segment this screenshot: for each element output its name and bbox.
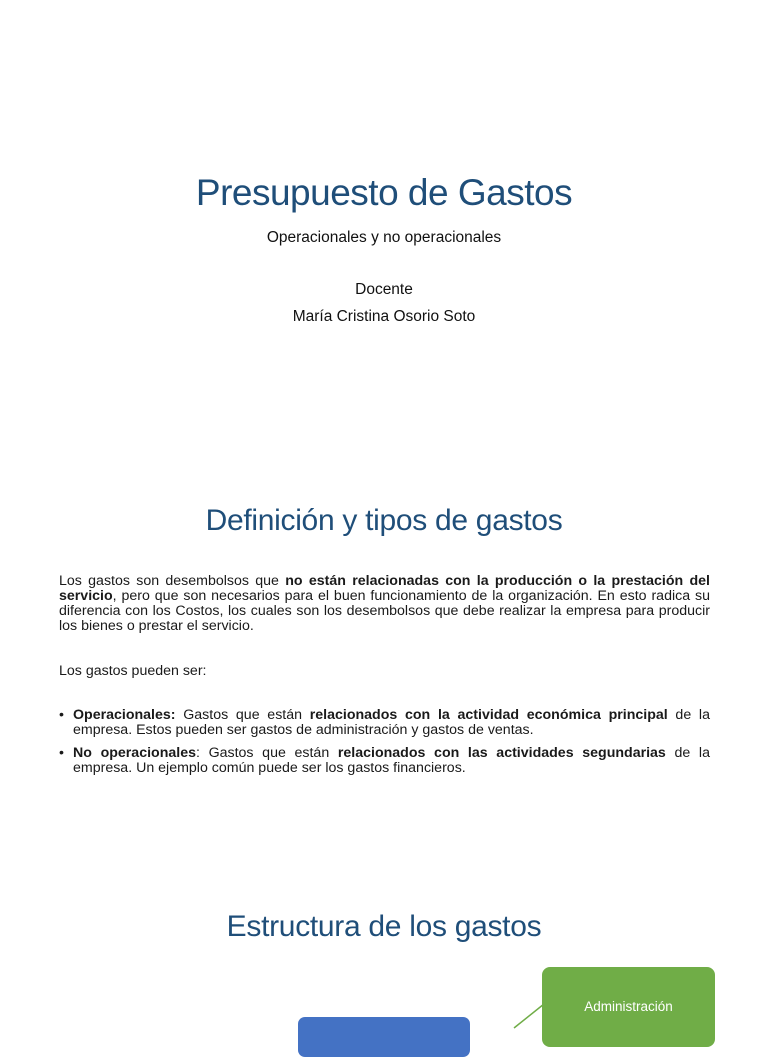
bullet-term: No operacionales	[73, 745, 196, 761]
definition-slide	[0, 430, 768, 870]
bullet-text: Gastos que están	[175, 707, 310, 723]
bullet-text: : Gastos que están	[195, 745, 338, 761]
definition-title: Definición y tipos de gastos	[205, 504, 563, 537]
intro-text-1: Los gastos son desembolsos que	[59, 573, 286, 589]
intro-bold: no están relacionadas con la producción o la prestación del servicio	[59, 573, 710, 604]
presenter-name: María Cristina Osorio Soto	[292, 308, 476, 325]
bullet-icon: •	[59, 745, 64, 761]
presenter-role: Docente	[355, 281, 413, 298]
types-list	[59, 708, 710, 784]
presentation-subtitle: Operacionales y no operacionales	[266, 229, 502, 246]
bullet-text: de la empresa. Estos pueden ser gastos de administración y gastos de ventas.	[73, 707, 710, 738]
structure-slide	[0, 870, 768, 1024]
structure-title: Estructura de los gastos	[226, 910, 542, 943]
title-slide	[0, 0, 768, 430]
bullet-term: Operacionales:	[73, 707, 176, 723]
presentation-title: Presupuesto de Gastos	[195, 172, 573, 213]
root-expense-box	[298, 1017, 470, 1057]
bullet-text: de la empresa. Un ejemplo común puede ser los gastos financieros.	[73, 745, 710, 776]
administration-box: Administración	[542, 967, 715, 1047]
list-item	[59, 708, 710, 738]
list-item	[59, 746, 710, 776]
bullet-bold: relacionados con las actividades segundarias	[337, 745, 666, 761]
intro-paragraph	[59, 574, 710, 634]
types-lead: Los gastos pueden ser:	[59, 663, 207, 679]
intro-text-2: , pero que son necesarios para el buen funcionamiento de la organización. En esto radica su diferencia con los Costos, los cuales son los desembolsos que debe realizar la empresa para producir los bienes o prestar el servicio.	[59, 588, 710, 634]
bullet-icon: •	[59, 707, 64, 723]
bullet-bold: relacionados con la actividad económica principal	[309, 707, 668, 723]
